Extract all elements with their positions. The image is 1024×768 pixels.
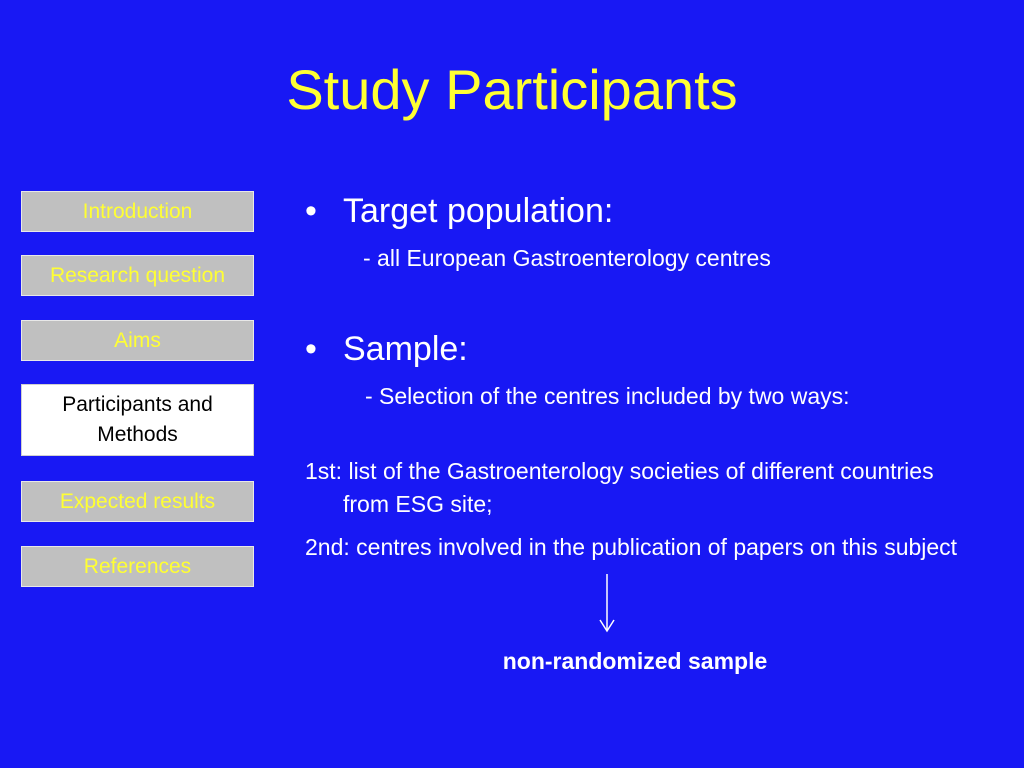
down-arrow-icon <box>592 574 622 634</box>
nav-item-label: References <box>83 555 192 578</box>
nav-item-aims[interactable] <box>21 320 254 361</box>
nav-item-label: Research question <box>49 264 226 287</box>
nav-item-expected-results[interactable] <box>21 481 254 522</box>
nav-item-label: Expected results <box>59 490 216 513</box>
sample-way-1: 1st: list of the Gastroenterology societies of different countries from ESG site; <box>305 458 934 517</box>
nav-item-research-question[interactable] <box>21 255 254 296</box>
bullet-marker: • <box>305 192 317 230</box>
conclusion-text: non-randomized sample <box>502 648 768 674</box>
nav-item-label: Aims <box>114 329 161 352</box>
nav-item-references[interactable] <box>21 546 254 587</box>
nav-item-introduction[interactable] <box>21 191 254 232</box>
sample-detail: - Selection of the centres included by two ways: <box>365 383 850 409</box>
target-population-detail: - all European Gastroenterology centres <box>363 245 771 271</box>
bullet-heading: Target population: <box>343 192 614 230</box>
bullet-marker: • <box>305 330 317 368</box>
bullet-heading: Sample: <box>343 330 468 368</box>
nav-item-label: Participants and Methods <box>62 393 213 446</box>
slide-title: Study Participants <box>286 58 738 121</box>
nav-item-label: Introduction <box>82 200 193 223</box>
sample-way-2: 2nd: centres involved in the publication of papers on this subject <box>305 534 958 560</box>
nav-item-participants-and-methods[interactable] <box>21 384 254 456</box>
